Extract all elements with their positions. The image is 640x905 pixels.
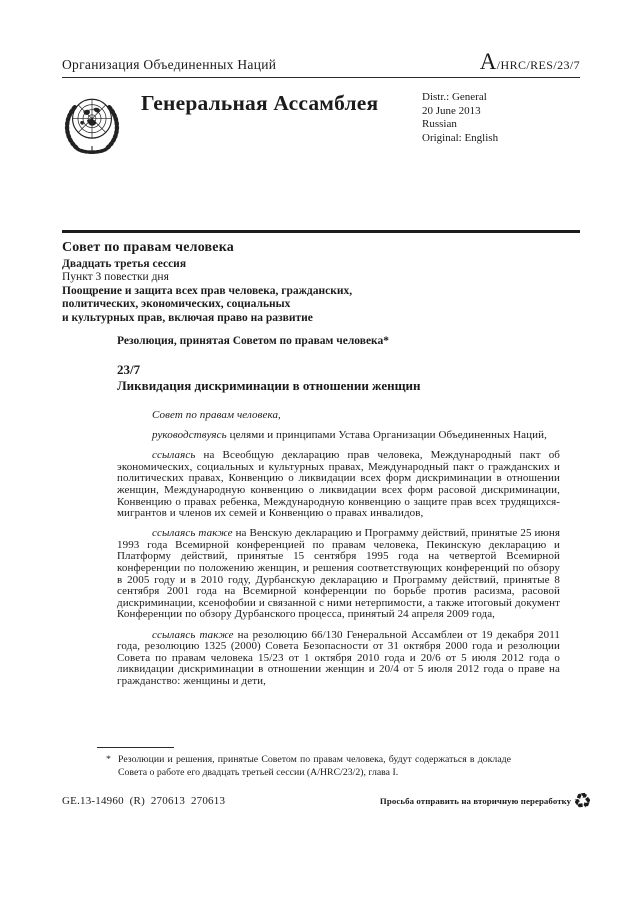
agenda-title-line: Поощрение и защита всех прав человека, гражданских, xyxy=(62,284,353,297)
assembly-title: Генеральная Ассамблея xyxy=(141,91,379,115)
doc-symbol-letter: A xyxy=(479,49,497,74)
agenda-title-line: и культурных прав, включая право на развитие xyxy=(62,311,313,324)
resolution-block xyxy=(117,335,560,687)
footnote-reference-mark: * xyxy=(383,335,390,347)
paragraph xyxy=(117,430,560,442)
resolution-title: Ликвидация дискриминации в отношении женщин xyxy=(117,378,421,393)
session-block xyxy=(62,240,580,326)
resolution-heading-text: Резолюция, принятая Советом по правам человека xyxy=(117,335,384,347)
paragraph-text: целями и принципами Устава Организации Объединенных Наций, xyxy=(226,429,547,442)
paragraph-text: на Всеобщую декларацию прав человека, Международный пакт об экономических, социальных и культурных правах, Международный пакт о гражданских и политических правах, Конвенцию о ликвидации всех форм дискриминации в отношении женщин, Международную конвенцию о ликвидации всех форм расовой дискриминации, Конвенцию о правах ребенка, Международную конвенцию о защите прав всех трудящихся-мигрантов и членов их семей и Конвенцию о правах инвалидов, xyxy=(117,449,560,520)
footnote-body: Резолюции и решения, принятые Советом по правам человека, будут содержаться в докладе Совета о работе его двадцать третьей сессии (A/HRC/23/2), глава I. xyxy=(118,754,511,778)
paragraph-text: на Венскую декларацию и Программу действий, принятые 25 июня 1993 года Всемирной конференцией по правам человека, Пекинскую декларацию и Платформу действий, принятые 15 сентября 1995 года на четвертой Всемирной конференции по положению женщин, и решения соответствующих конференций по обзору в 2005 году и в 2010 году, Дурбанскую декларацию и Программу действий, принятые 8 сентября 2001 года на Всемирной конференции по борьбе против расизма, расовой дискриминации, ксенофобии и связанной с ними нетерпимости, а также итоговый документ Конференции по обзору Дурбанского процесса, принятый 24 апреля 2009 года, xyxy=(117,527,560,621)
council-title: Совет по правам человека xyxy=(62,239,234,255)
org-name: Организация Объединенных Наций xyxy=(62,57,277,72)
footnote xyxy=(97,747,511,779)
footnote-text xyxy=(97,753,511,779)
document-header xyxy=(62,49,580,78)
footnote-marker: * xyxy=(106,754,111,765)
recycle-notice xyxy=(379,787,594,815)
agenda-title xyxy=(62,285,580,326)
ge-number: GE.13-14960 (R) 270613 270613 xyxy=(62,795,226,807)
paragraph-lead: ссылаясь xyxy=(152,449,196,462)
un-emblem-icon xyxy=(56,87,128,159)
distr-language: Russian xyxy=(422,118,457,130)
recycle-text: Просьба отправить на вторичную переработку xyxy=(379,796,572,806)
doc-symbol xyxy=(479,49,580,74)
page-footer xyxy=(62,787,594,815)
paragraph xyxy=(117,528,560,621)
distr-line: Distr.: General xyxy=(422,91,487,103)
paragraph-lead: ссылаясь также xyxy=(152,628,234,641)
resolution-number: 23/7 xyxy=(117,362,141,377)
section-divider xyxy=(62,230,580,233)
paragraph-text: на резолюцию 66/130 Генеральной Ассамблеи от 19 декабря 2011 года, резолюцию 1325 (2000) Совета Безопасности от 31 октября 2000 года и резолюции Совета по правам человека 15/23 от 1 октября 2010 года и 20/6 от 5 июля 2012 года о ликвидации дискриминации в отношении женщин и 20/4 от 5 июля 2012 года о праве на гражданство: женщины и дети, xyxy=(117,628,560,687)
distr-block xyxy=(422,91,580,159)
paragraph-lead: руководствуясь xyxy=(152,429,227,442)
footnote-divider xyxy=(97,747,174,748)
doc-symbol-rest: /HRC/RES/23/7 xyxy=(496,58,580,72)
paragraph-lead: Совет по правам человека, xyxy=(152,409,281,421)
agenda-title-line: политических, экономических, социальных xyxy=(62,298,291,310)
agenda-item: Пункт 3 повестки дня xyxy=(62,271,169,283)
paragraph xyxy=(117,630,560,688)
banner-row xyxy=(62,87,580,159)
paragraph-lead: ссылаясь также xyxy=(152,527,233,540)
distr-original: Original: English xyxy=(422,131,499,144)
paragraph xyxy=(117,410,560,422)
recycle-icon: ♻ xyxy=(571,787,594,815)
resolution-heading xyxy=(117,335,560,347)
paragraph xyxy=(117,450,560,520)
session-number: Двадцать третья сессия xyxy=(62,257,187,270)
distr-date: 20 June 2013 xyxy=(422,104,481,117)
